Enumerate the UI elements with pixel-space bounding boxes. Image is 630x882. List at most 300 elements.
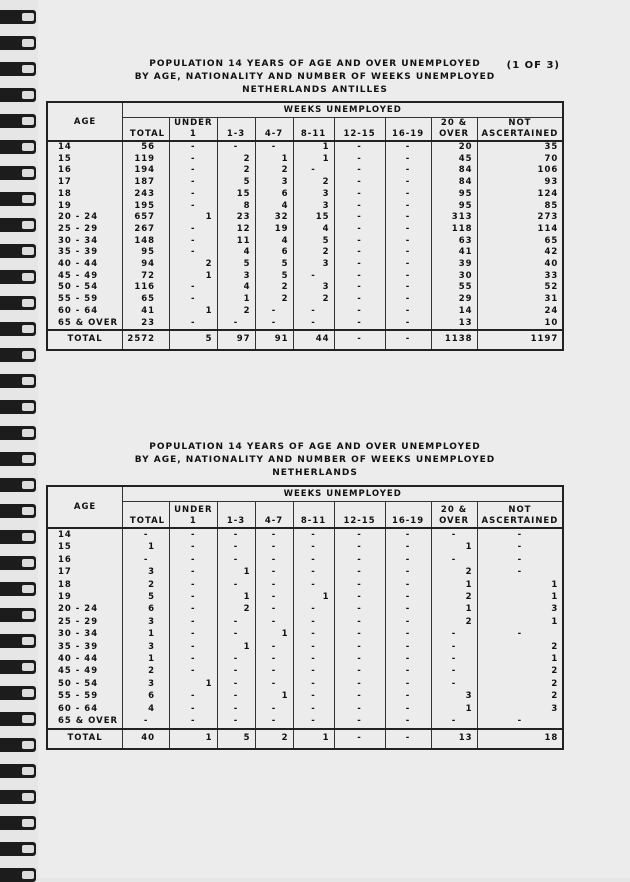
table-row <box>47 177 563 189</box>
age-cell: 20 - 24 <box>47 212 123 224</box>
value-cell: - <box>170 603 217 615</box>
value-cell: 2 <box>123 579 170 591</box>
binding-ring-icon <box>0 582 36 596</box>
table-row <box>47 247 563 259</box>
value-cell: 2 <box>477 690 563 702</box>
binding-ring-icon <box>0 36 36 50</box>
column-header: 12-15 <box>334 502 385 529</box>
age-cell: 65 & OVER <box>47 318 123 331</box>
value-cell: 1 <box>293 154 334 166</box>
value-cell: 15 <box>217 189 255 201</box>
value-cell: - <box>170 247 217 259</box>
value-cell: - <box>385 579 431 591</box>
value-cell: 3 <box>123 566 170 578</box>
binding-ring-icon <box>0 400 36 414</box>
table-row <box>47 616 563 628</box>
value-cell: 2 <box>255 729 293 749</box>
binding-ring-icon <box>0 842 36 856</box>
value-cell: 148 <box>123 236 170 248</box>
value-cell: 13 <box>431 318 477 331</box>
value-cell: 1138 <box>431 330 477 350</box>
value-cell: - <box>217 703 255 715</box>
value-cell: - <box>334 236 385 248</box>
age-cell: 25 - 29 <box>47 224 123 236</box>
binding-ring-icon <box>0 816 36 830</box>
value-cell: 5 <box>255 259 293 271</box>
value-cell: 187 <box>123 177 170 189</box>
value-cell: - <box>334 224 385 236</box>
value-cell: - <box>123 715 170 728</box>
binding-ring-icon <box>0 530 36 544</box>
value-cell: - <box>385 212 431 224</box>
table1-title <box>0 58 630 97</box>
value-cell: - <box>170 236 217 248</box>
value-cell: 84 <box>431 165 477 177</box>
value-cell: - <box>334 282 385 294</box>
value-cell: - <box>385 247 431 259</box>
value-cell: 56 <box>123 141 170 154</box>
table-row <box>47 282 563 294</box>
table-row <box>47 628 563 640</box>
binding-ring-icon <box>0 322 36 336</box>
value-cell: 2 <box>217 306 255 318</box>
value-cell: 2572 <box>123 330 170 350</box>
table2-title <box>0 441 630 480</box>
value-cell: - <box>293 306 334 318</box>
value-cell: - <box>385 189 431 201</box>
table-row <box>47 154 563 166</box>
value-cell: - <box>431 665 477 677</box>
value-cell: - <box>334 247 385 259</box>
value-cell: 18 <box>477 729 563 749</box>
value-cell: 6 <box>123 603 170 615</box>
column-header: 12-15 <box>334 118 385 142</box>
value-cell: 1 <box>293 729 334 749</box>
value-cell: 2 <box>255 294 293 306</box>
value-cell: 2 <box>431 616 477 628</box>
column-header: 4-7 <box>255 118 293 142</box>
value-cell: - <box>123 528 170 541</box>
value-cell: - <box>170 177 217 189</box>
value-cell: - <box>334 729 385 749</box>
age-cell: 25 - 29 <box>47 616 123 628</box>
value-cell: 1 <box>217 591 255 603</box>
binding-ring-icon <box>0 192 36 206</box>
column-header: 16-19 <box>385 118 431 142</box>
value-cell: - <box>477 554 563 566</box>
value-cell: - <box>170 154 217 166</box>
column-header: 20 & OVER <box>431 502 477 529</box>
age-cell: 60 - 64 <box>47 306 123 318</box>
value-cell: 6 <box>255 189 293 201</box>
value-cell: - <box>217 616 255 628</box>
title-line: BY AGE, NATIONALITY AND NUMBER OF WEEKS UNEMPLOYED <box>134 455 496 465</box>
table-row <box>47 566 563 578</box>
value-cell: 243 <box>123 189 170 201</box>
column-header: 8-11 <box>293 118 334 142</box>
value-cell: 2 <box>477 678 563 690</box>
table-row <box>47 294 563 306</box>
table-netherlands <box>46 485 564 750</box>
column-header: 16-19 <box>385 502 431 529</box>
value-cell: - <box>255 566 293 578</box>
value-cell: - <box>170 653 217 665</box>
value-cell: - <box>385 678 431 690</box>
value-cell: 2 <box>217 603 255 615</box>
value-cell: 52 <box>477 282 563 294</box>
value-cell: - <box>334 628 385 640</box>
value-cell: - <box>293 318 334 331</box>
age-cell: 55 - 59 <box>47 690 123 702</box>
value-cell: 2 <box>293 294 334 306</box>
value-cell: - <box>431 528 477 541</box>
value-cell: 119 <box>123 154 170 166</box>
value-cell: - <box>385 690 431 702</box>
table-row <box>47 318 563 331</box>
column-header-row <box>47 502 563 529</box>
value-cell: 30 <box>431 271 477 283</box>
value-cell: - <box>170 616 217 628</box>
value-cell: - <box>385 665 431 677</box>
value-cell: - <box>385 729 431 749</box>
value-cell: 6 <box>123 690 170 702</box>
value-cell: - <box>431 554 477 566</box>
column-header: 1-3 <box>217 118 255 142</box>
value-cell: 19 <box>255 224 293 236</box>
value-cell: 2 <box>431 591 477 603</box>
value-cell: - <box>170 554 217 566</box>
value-cell: 1 <box>170 212 217 224</box>
binding-ring-icon <box>0 166 36 180</box>
value-cell: - <box>217 628 255 640</box>
value-cell: 14 <box>431 306 477 318</box>
value-cell: - <box>170 141 217 154</box>
value-cell: - <box>334 154 385 166</box>
value-cell: - <box>431 628 477 640</box>
table-row <box>47 591 563 603</box>
value-cell: 23 <box>217 212 255 224</box>
value-cell: 1 <box>255 154 293 166</box>
value-cell: - <box>385 616 431 628</box>
value-cell: 1 <box>431 603 477 615</box>
value-cell: 55 <box>431 282 477 294</box>
age-cell: 15 <box>47 541 123 553</box>
value-cell: - <box>255 306 293 318</box>
age-cell: 30 - 34 <box>47 628 123 640</box>
value-cell: - <box>170 189 217 201</box>
value-cell: 2 <box>477 641 563 653</box>
table-row <box>47 201 563 213</box>
value-cell: - <box>334 141 385 154</box>
value-cell: - <box>255 665 293 677</box>
value-cell: - <box>334 653 385 665</box>
value-cell: - <box>385 591 431 603</box>
value-cell: 65 <box>123 294 170 306</box>
value-cell: - <box>334 201 385 213</box>
value-cell: 41 <box>431 247 477 259</box>
table-row <box>47 554 563 566</box>
value-cell: - <box>293 715 334 728</box>
value-cell: 5 <box>293 236 334 248</box>
value-cell: 11 <box>217 236 255 248</box>
table-row <box>47 715 563 728</box>
value-cell: - <box>385 141 431 154</box>
age-cell: 20 - 24 <box>47 603 123 615</box>
value-cell: 94 <box>123 259 170 271</box>
total-row <box>47 729 563 749</box>
age-cell: 16 <box>47 554 123 566</box>
value-cell: 1 <box>170 271 217 283</box>
table-row <box>47 271 563 283</box>
value-cell: 2 <box>431 566 477 578</box>
value-cell: 72 <box>123 271 170 283</box>
table-row <box>47 579 563 591</box>
age-cell: 65 & OVER <box>47 715 123 728</box>
value-cell: 65 <box>477 236 563 248</box>
value-cell: - <box>334 703 385 715</box>
value-cell: - <box>217 141 255 154</box>
value-cell: - <box>293 528 334 541</box>
column-header: 8-11 <box>293 502 334 529</box>
value-cell: 3 <box>255 177 293 189</box>
column-header: 1-3 <box>217 502 255 529</box>
value-cell: - <box>385 566 431 578</box>
value-cell: - <box>255 554 293 566</box>
value-cell: - <box>334 715 385 728</box>
value-cell: - <box>477 628 563 640</box>
column-header: UNDER 1 <box>170 118 217 142</box>
value-cell: - <box>217 554 255 566</box>
value-cell: - <box>217 579 255 591</box>
value-cell: - <box>255 678 293 690</box>
binding-ring-icon <box>0 790 36 804</box>
value-cell: 31 <box>477 294 563 306</box>
value-cell: 1 <box>170 678 217 690</box>
value-cell: 1 <box>431 579 477 591</box>
age-cell: 14 <box>47 528 123 541</box>
value-cell: - <box>293 271 334 283</box>
value-cell: - <box>334 330 385 350</box>
value-cell: 273 <box>477 212 563 224</box>
table-row <box>47 224 563 236</box>
value-cell: 70 <box>477 154 563 166</box>
value-cell: - <box>170 641 217 653</box>
value-cell: - <box>334 189 385 201</box>
value-cell: 1 <box>217 641 255 653</box>
value-cell: 1 <box>293 591 334 603</box>
column-header: UNDER 1 <box>170 502 217 529</box>
value-cell: - <box>385 236 431 248</box>
value-cell: - <box>170 715 217 728</box>
value-cell: - <box>293 554 334 566</box>
table-row <box>47 641 563 653</box>
value-cell: 3 <box>293 189 334 201</box>
column-header-row <box>47 118 563 142</box>
value-cell: - <box>431 641 477 653</box>
value-cell: 63 <box>431 236 477 248</box>
value-cell: 657 <box>123 212 170 224</box>
value-cell: - <box>385 528 431 541</box>
title-line: NETHERLANDS ANTILLES <box>242 85 388 95</box>
binding-ring-icon <box>0 348 36 362</box>
value-cell: 5 <box>255 271 293 283</box>
column-header-age: AGE <box>47 102 123 141</box>
value-cell: - <box>217 653 255 665</box>
age-cell: 19 <box>47 591 123 603</box>
value-cell: 95 <box>431 189 477 201</box>
value-cell: - <box>334 554 385 566</box>
value-cell: 85 <box>477 201 563 213</box>
table-row <box>47 236 563 248</box>
value-cell: - <box>170 201 217 213</box>
age-cell: 15 <box>47 154 123 166</box>
value-cell: 118 <box>431 224 477 236</box>
value-cell: - <box>385 165 431 177</box>
value-cell: 3 <box>477 603 563 615</box>
value-cell: - <box>334 212 385 224</box>
value-cell: - <box>334 566 385 578</box>
value-cell: - <box>293 616 334 628</box>
value-cell: - <box>170 282 217 294</box>
table-row <box>47 690 563 702</box>
value-cell: 3 <box>123 641 170 653</box>
value-cell: - <box>431 653 477 665</box>
value-cell: - <box>385 154 431 166</box>
value-cell: 3 <box>123 616 170 628</box>
value-cell: 1 <box>170 729 217 749</box>
value-cell: 194 <box>123 165 170 177</box>
value-cell: - <box>334 579 385 591</box>
value-cell: 4 <box>255 201 293 213</box>
value-cell: 116 <box>123 282 170 294</box>
value-cell: 114 <box>477 224 563 236</box>
value-cell: 195 <box>123 201 170 213</box>
value-cell: - <box>385 554 431 566</box>
value-cell: 32 <box>255 212 293 224</box>
value-cell: 1 <box>477 616 563 628</box>
title-line: BY AGE, NATIONALITY AND NUMBER OF WEEKS UNEMPLOYED <box>134 72 496 82</box>
title-line: POPULATION 14 YEARS OF AGE AND OVER UNEMPLOYED <box>149 442 481 452</box>
value-cell: 2 <box>477 665 563 677</box>
value-cell: - <box>334 641 385 653</box>
value-cell: - <box>293 653 334 665</box>
value-cell: 42 <box>477 247 563 259</box>
value-cell: - <box>293 579 334 591</box>
value-cell: - <box>255 579 293 591</box>
value-cell: 95 <box>123 247 170 259</box>
value-cell: - <box>293 628 334 640</box>
value-cell: - <box>293 165 334 177</box>
value-cell: 5 <box>170 330 217 350</box>
value-cell: - <box>334 690 385 702</box>
binding-ring-icon <box>0 426 36 440</box>
binding-ring-icon <box>0 764 36 778</box>
value-cell: - <box>170 224 217 236</box>
table-row <box>47 141 563 154</box>
binding-ring-icon <box>0 868 36 882</box>
age-cell: 18 <box>47 579 123 591</box>
value-cell: - <box>334 294 385 306</box>
age-cell: 18 <box>47 189 123 201</box>
value-cell: - <box>334 271 385 283</box>
value-cell: - <box>385 318 431 331</box>
value-cell: - <box>293 603 334 615</box>
value-cell: 6 <box>255 247 293 259</box>
binding-ring-icon <box>0 504 36 518</box>
value-cell: - <box>334 678 385 690</box>
value-cell: 5 <box>217 729 255 749</box>
value-cell: - <box>255 616 293 628</box>
value-cell: 41 <box>123 306 170 318</box>
value-cell: 40 <box>477 259 563 271</box>
value-cell: 93 <box>477 177 563 189</box>
age-cell: 45 - 49 <box>47 665 123 677</box>
age-cell: 19 <box>47 201 123 213</box>
value-cell: 1 <box>477 653 563 665</box>
value-cell: 13 <box>431 729 477 749</box>
age-cell: TOTAL <box>47 729 123 749</box>
column-header: 4-7 <box>255 502 293 529</box>
value-cell: 1 <box>123 628 170 640</box>
value-cell: 5 <box>217 259 255 271</box>
value-cell: 45 <box>431 154 477 166</box>
value-cell: 2 <box>293 247 334 259</box>
value-cell: 91 <box>255 330 293 350</box>
value-cell: 2 <box>123 665 170 677</box>
value-cell: - <box>385 294 431 306</box>
value-cell: - <box>385 541 431 553</box>
group-header-weeks-unemployed: WEEKS UNEMPLOYED <box>123 486 564 502</box>
value-cell: - <box>385 653 431 665</box>
value-cell: 23 <box>123 318 170 331</box>
value-cell: 8 <box>217 201 255 213</box>
value-cell: - <box>385 306 431 318</box>
column-header: 20 & OVER <box>431 118 477 142</box>
age-cell: 35 - 39 <box>47 641 123 653</box>
value-cell: 1 <box>293 141 334 154</box>
value-cell: - <box>334 603 385 615</box>
value-cell: 3 <box>217 271 255 283</box>
binding-ring-icon <box>0 114 36 128</box>
value-cell: - <box>255 528 293 541</box>
table-row <box>47 541 563 553</box>
value-cell: - <box>334 591 385 603</box>
value-cell: 4 <box>217 247 255 259</box>
table-row <box>47 212 563 224</box>
title-line: POPULATION 14 YEARS OF AGE AND OVER UNEMPLOYED <box>149 59 481 69</box>
value-cell: - <box>477 566 563 578</box>
binding-ring-icon <box>0 738 36 752</box>
table-row <box>47 165 563 177</box>
value-cell: - <box>255 653 293 665</box>
value-cell: 35 <box>477 141 563 154</box>
value-cell: 267 <box>123 224 170 236</box>
page-label: (1 OF 3) <box>506 60 560 71</box>
value-cell: - <box>170 628 217 640</box>
value-cell: 1 <box>477 591 563 603</box>
value-cell: - <box>255 703 293 715</box>
age-cell: 40 - 44 <box>47 653 123 665</box>
value-cell: 5 <box>123 591 170 603</box>
value-cell: - <box>385 330 431 350</box>
value-cell: - <box>255 715 293 728</box>
value-cell: - <box>385 259 431 271</box>
value-cell: 1 <box>170 306 217 318</box>
value-cell: 2 <box>170 259 217 271</box>
value-cell: 2 <box>255 282 293 294</box>
table-row <box>47 603 563 615</box>
value-cell: 5 <box>217 177 255 189</box>
